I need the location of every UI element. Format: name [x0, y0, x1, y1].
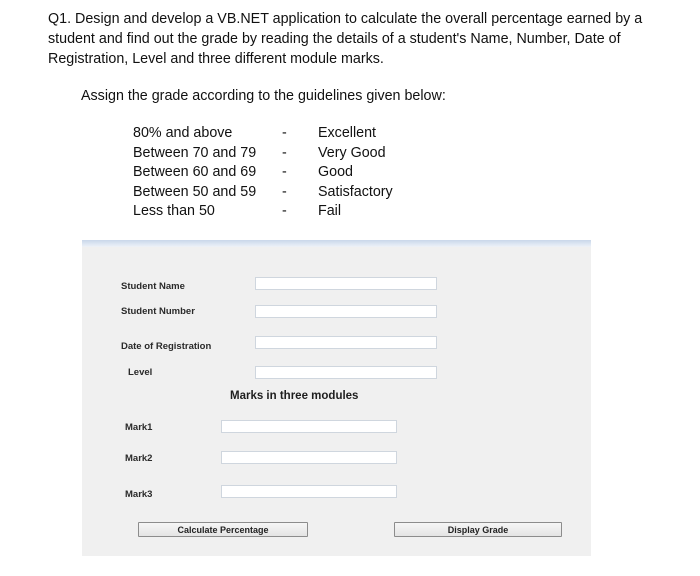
- question-text: Q1. Design and develop a VB.NET application to calculate the overall percentage earned by a student and find out the grade by reading the details of a student's Name, Number, Date of Registration, Level and three different module marks.: [48, 11, 643, 67]
- grade-dash: -: [282, 125, 287, 141]
- student-name-input[interactable]: [255, 277, 437, 290]
- form-title-bar: [82, 240, 591, 247]
- marks-section-title: Marks in three modules: [230, 390, 359, 402]
- grade-label: Excellent: [318, 125, 377, 141]
- mark3-label: Mark3: [125, 489, 153, 500]
- date-of-registration-label: Date of Registration: [121, 341, 212, 352]
- grade-range: Between 50 and 59: [133, 183, 257, 200]
- grade-range: Between 70 and 79: [133, 144, 257, 161]
- level-input[interactable]: [255, 366, 437, 379]
- date-of-registration-input[interactable]: [255, 336, 437, 349]
- student-name-label: Student Name: [121, 281, 185, 292]
- grade-dash: -: [282, 164, 287, 180]
- grade-range: Between 60 and 69: [133, 164, 257, 180]
- grade-label: Good: [318, 164, 353, 180]
- mark1-input[interactable]: [221, 420, 397, 433]
- grade-range: 80% and above: [133, 125, 233, 141]
- grade-range: Less than 50: [133, 203, 215, 219]
- grade-label: Satisfactory: [318, 183, 393, 200]
- student-form: [82, 247, 591, 556]
- assign-instruction: Assign the grade according to the guidelines given below:: [81, 88, 446, 104]
- grade-dash: -: [282, 203, 287, 219]
- mark3-input[interactable]: [221, 485, 397, 498]
- grade-dash: -: [282, 183, 287, 200]
- grade-dash: -: [282, 144, 287, 161]
- mark1-label: Mark1: [125, 422, 153, 433]
- grade-label: Fail: [318, 203, 342, 219]
- mark2-label: Mark2: [125, 453, 153, 464]
- student-number-label: Student Number: [121, 306, 195, 317]
- calculate-percentage-button[interactable]: Calculate Percentage: [138, 522, 308, 537]
- level-label: Level: [128, 367, 153, 378]
- student-number-input[interactable]: [255, 305, 437, 318]
- display-grade-button[interactable]: Display Grade: [394, 522, 562, 537]
- mark2-input[interactable]: [221, 451, 397, 464]
- grade-label: Very Good: [318, 144, 386, 161]
